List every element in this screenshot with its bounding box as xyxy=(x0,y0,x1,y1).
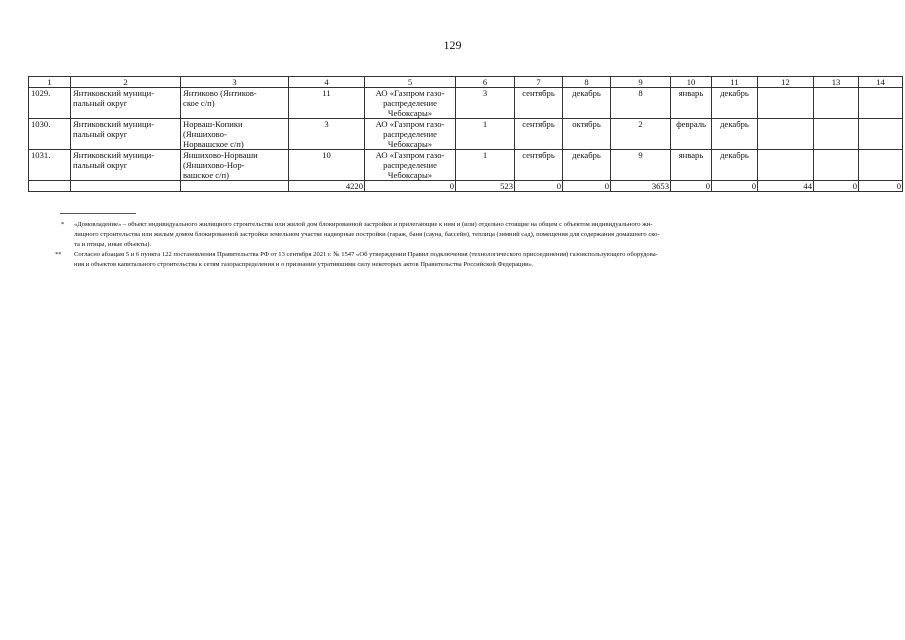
cell-col9: 9 xyxy=(611,150,671,181)
footnote-regulation xyxy=(55,250,847,270)
totals-empty-cell xyxy=(29,181,71,192)
total-col14: 0 xyxy=(859,181,903,192)
page-number: 129 xyxy=(443,38,462,52)
total-col12: 44 xyxy=(758,181,814,192)
cell-col11: декабрь xyxy=(712,119,758,150)
footnote-line: «Домовладение» – объект индивидуального жилищного строительства или жилой дом блокированной застройки и прилегающие к ним и (или) отдельно стоящие на общем с объектом индивидуального жи- xyxy=(74,221,653,228)
district-cell: Янтиковский муници- пальный округ xyxy=(71,119,181,150)
footnote-line: лищного строительства или жилым домом блокированной застройки земельном участке надворные постройки (гараж, баня (сауна, бассейн), теплица (зимний сад), помещения для содержания домашнего ско- xyxy=(74,231,660,238)
total-col8: 0 xyxy=(563,181,611,192)
settlement-cell: Норваш-Копики (Яншихово- Норвашское с/п) xyxy=(181,119,289,150)
gasification-schedule-table xyxy=(28,76,903,192)
column-number: 2 xyxy=(71,77,181,88)
footnote-mark: * xyxy=(61,221,65,228)
total-col11: 0 xyxy=(712,181,758,192)
total-col7: 0 xyxy=(515,181,563,192)
cell-col10: январь xyxy=(671,150,712,181)
column-number: 10 xyxy=(671,77,712,88)
cell-col14 xyxy=(859,150,903,181)
cell-col10: февраль xyxy=(671,119,712,150)
total-col9: 3653 xyxy=(611,181,671,192)
column-number: 6 xyxy=(456,77,515,88)
settlement-cell: Яншихово-Норваши (Яншихово-Нор- вашское с/п) xyxy=(181,150,289,181)
cell-col13 xyxy=(814,119,859,150)
row-number: 1031. xyxy=(29,150,71,181)
column-number: 8 xyxy=(563,77,611,88)
cell-col10: январь xyxy=(671,88,712,119)
district-cell: Янтиковский муници- пальный округ xyxy=(71,150,181,181)
cell-col7: сентябрь xyxy=(515,88,563,119)
totals-empty-cell xyxy=(181,181,289,192)
organization-cell: АО «Газпром газо- распределение Чебоксары» xyxy=(365,88,456,119)
column-number: 3 xyxy=(181,77,289,88)
cell-col13 xyxy=(814,88,859,119)
cell-col6: 1 xyxy=(456,119,515,150)
footnote-line: ния и объектов капитального строительства к сетям газораспределения и о признании утратившими силу некоторых актов Правительства Российской Федерации». xyxy=(74,261,534,268)
cell-col14 xyxy=(859,119,903,150)
footnote-line: Согласно абзацам 5 и 6 пункта 122 постановления Правительства РФ от 13 сентября 2021 г. № 1547 «Об утверждении Правил подключения (технологического присоединения) газоиспользующего оборудова- xyxy=(74,251,658,258)
footnote-separator xyxy=(60,213,136,214)
total-col5: 0 xyxy=(365,181,456,192)
table-row xyxy=(29,150,903,181)
footnote-household xyxy=(55,220,847,250)
footnote-line: та и птицы, иные объекты). xyxy=(74,241,152,248)
total-col10: 0 xyxy=(671,181,712,192)
cell-col11: декабрь xyxy=(712,88,758,119)
footnotes xyxy=(55,220,847,270)
column-number: 5 xyxy=(365,77,456,88)
cell-col4: 3 xyxy=(289,119,365,150)
table-row xyxy=(29,119,903,150)
column-number: 14 xyxy=(859,77,903,88)
cell-col8: октябрь xyxy=(563,119,611,150)
column-number: 7 xyxy=(515,77,563,88)
cell-col13 xyxy=(814,150,859,181)
cell-col6: 1 xyxy=(456,150,515,181)
district-cell: Янтиковский муници- пальный округ xyxy=(71,88,181,119)
cell-col11: декабрь xyxy=(712,150,758,181)
footnote-mark: ** xyxy=(55,251,62,258)
column-number: 4 xyxy=(289,77,365,88)
column-number: 9 xyxy=(611,77,671,88)
organization-cell: АО «Газпром газо- распределение Чебоксары» xyxy=(365,119,456,150)
row-number: 1030. xyxy=(29,119,71,150)
cell-col9: 8 xyxy=(611,88,671,119)
total-col6: 523 xyxy=(456,181,515,192)
settlement-cell: Янтиково (Янтиков- ское с/п) xyxy=(181,88,289,119)
cell-col7: сентябрь xyxy=(515,119,563,150)
totals-row xyxy=(29,181,903,192)
cell-col8: декабрь xyxy=(563,150,611,181)
cell-col4: 10 xyxy=(289,150,365,181)
totals-empty-cell xyxy=(71,181,181,192)
cell-col9: 2 xyxy=(611,119,671,150)
cell-col12 xyxy=(758,150,814,181)
cell-col4: 11 xyxy=(289,88,365,119)
column-number-row xyxy=(29,77,903,88)
cell-col14 xyxy=(859,88,903,119)
column-number: 1 xyxy=(29,77,71,88)
total-col13: 0 xyxy=(814,181,859,192)
table-row xyxy=(29,88,903,119)
column-number: 13 xyxy=(814,77,859,88)
organization-cell: АО «Газпром газо- распределение Чебоксары» xyxy=(365,150,456,181)
cell-col7: сентябрь xyxy=(515,150,563,181)
cell-col6: 3 xyxy=(456,88,515,119)
column-number: 11 xyxy=(712,77,758,88)
cell-col12 xyxy=(758,119,814,150)
cell-col8: декабрь xyxy=(563,88,611,119)
column-number: 12 xyxy=(758,77,814,88)
cell-col12 xyxy=(758,88,814,119)
total-col4: 4220 xyxy=(289,181,365,192)
row-number: 1029. xyxy=(29,88,71,119)
